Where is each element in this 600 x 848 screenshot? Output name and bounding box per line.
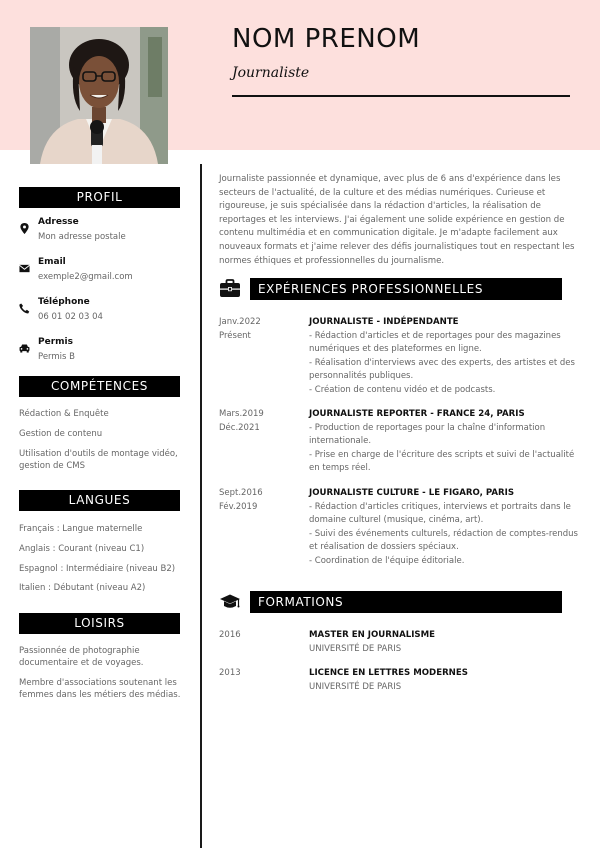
- language-item: Italien : Débutant (niveau A2): [19, 583, 146, 593]
- experience-line: - Coordination de l'équipe éditoriale.: [309, 555, 465, 566]
- profile-section-title: PROFIL: [19, 187, 180, 208]
- education-section-title: FORMATIONS: [250, 591, 562, 613]
- contact-value: 06 01 02 03 04: [38, 312, 103, 322]
- experience-date: [219, 487, 263, 514]
- education-degree: LICENCE EN LETTRES MODERNES: [309, 668, 468, 678]
- job-title: Journaliste: [232, 65, 310, 81]
- experience-title: JOURNALISTE CULTURE - LE FIGARO, PARIS: [309, 488, 515, 498]
- contact-value: Mon adresse postale: [38, 232, 126, 242]
- experience-line: - Suivi des événements culturels, rédaction de comptes-rendus et réalisation de dossiers spéciaux.: [309, 528, 578, 553]
- experience-title: JOURNALISTE REPORTER - FRANCE 24, PARIS: [309, 409, 525, 419]
- phone-icon: [19, 303, 30, 314]
- education-entry: [309, 667, 584, 694]
- date-end: Fév.2019: [219, 501, 258, 512]
- candidate-name: NOM PRENOM: [232, 24, 421, 54]
- title-underline: [232, 95, 570, 97]
- car-icon: [19, 343, 30, 354]
- language-item: Français : Langue maternelle: [19, 524, 143, 534]
- education-entry: [309, 629, 584, 656]
- contact-label: Adresse: [38, 217, 79, 227]
- experience-entry: [309, 487, 584, 569]
- language-item: Anglais : Courant (niveau C1): [19, 544, 145, 554]
- briefcase-icon: [219, 279, 241, 299]
- education-school: UNIVERSITÉ DE PARIS: [309, 681, 402, 692]
- location-pin-icon: [19, 223, 30, 234]
- date-end: Déc.2021: [219, 422, 260, 433]
- experience-line: - Rédaction d'articles et de reportages pour des magazines numériques et des plateformes en ligne.: [309, 330, 561, 355]
- contact-label: Téléphone: [38, 297, 90, 307]
- experience-title: JOURNALISTE - INDÉPENDANTE: [309, 317, 459, 327]
- column-divider: [200, 164, 202, 848]
- education-year: 2013: [219, 668, 241, 678]
- envelope-icon: [19, 263, 30, 274]
- skills-section-title: COMPÉTENCES: [19, 376, 180, 397]
- contact-label: Email: [38, 257, 66, 267]
- experience-section-title: EXPÉRIENCES PROFESSIONNELLES: [250, 278, 562, 300]
- experience-line: - Rédaction d'articles critiques, interviews et portraits dans le domaine culturel (musique, cinéma, art).: [309, 501, 571, 526]
- contact-value: Permis B: [38, 352, 76, 362]
- experience-line: - Création de contenu vidéo et de podcasts.: [309, 384, 496, 395]
- language-item: Espagnol : Intermédiaire (niveau B2): [19, 564, 176, 574]
- experience-date: [219, 316, 261, 343]
- skill-item: Utilisation d'outils de montage vidéo, gestion de CMS: [19, 449, 178, 471]
- hobby-item: Passionnée de photographie documentaire et de voyages.: [19, 646, 144, 668]
- date-end: Présent: [219, 330, 251, 341]
- education-year: 2016: [219, 630, 241, 640]
- profile-summary: Journaliste passionnée et dynamique, avec plus de 6 ans d'expérience dans les secteurs de l'actualité, de la culture et des médias numériques. Curieuse et rigoureuse, je suis spécialisée dans la rédaction d'articles, la réalisation de reportages et les interviews. J'ai également une solide expérience en gestion de contenu multimédia et en communication digitale. Je m'adapte facilement aux nouveaux formats et j'aime relever des défis journalistiques tout en respectant les normes éthiques et professionnelles du journalisme.: [219, 174, 575, 266]
- date-start: Mars.2019: [219, 409, 264, 419]
- education-school: UNIVERSITÉ DE PARIS: [309, 643, 402, 654]
- education-degree: MASTER EN JOURNALISME: [309, 630, 436, 640]
- date-start: Janv.2022: [219, 317, 261, 327]
- experience-line: - Prise en charge de l'écriture des scripts et suivi de l'actualité en temps réel.: [309, 449, 575, 474]
- skill-item: Gestion de contenu: [19, 429, 103, 439]
- languages-section-title: LANGUES: [19, 490, 180, 511]
- skill-item: Rédaction & Enquête: [19, 409, 109, 419]
- hobbies-section-title: LOISIRS: [19, 613, 180, 634]
- experience-entry: [309, 408, 584, 476]
- date-start: Sept.2016: [219, 488, 263, 498]
- experience-entry: [309, 316, 584, 398]
- profile-photo: [30, 27, 168, 164]
- experience-date: [219, 408, 264, 435]
- graduation-cap-icon: [219, 592, 241, 612]
- experience-line: - Réalisation d'interviews avec des experts, des artistes et des personnalités publiques.: [309, 357, 575, 382]
- contact-label: Permis: [38, 337, 73, 347]
- experience-line: - Production de reportages pour la chaîne d'information internationale.: [309, 422, 546, 447]
- hobby-item: Membre d'associations soutenant les femmes dans les métiers des médias.: [19, 678, 181, 700]
- contact-value: exemple2@gmail.com: [38, 272, 133, 282]
